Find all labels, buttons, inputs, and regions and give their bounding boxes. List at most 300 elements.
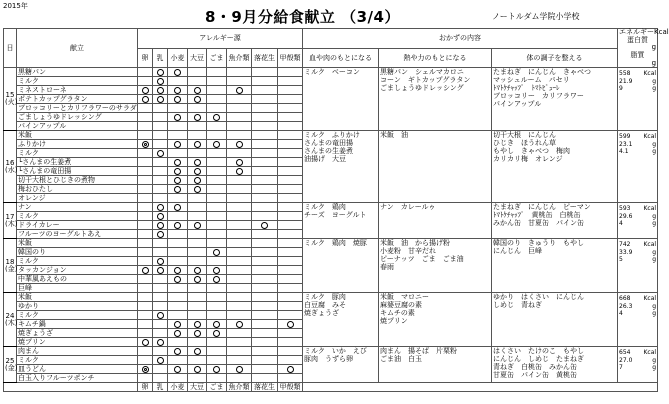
allergen-cell [188, 356, 207, 365]
header-menu: 献立 [17, 29, 138, 68]
allergen-cell [153, 176, 168, 185]
group-header: 血や肉のもとになる [303, 48, 379, 68]
protein-row [619, 141, 656, 148]
allergen-cell [138, 140, 153, 149]
circle-mark [213, 321, 220, 328]
circle-mark [157, 96, 164, 103]
ingredient-line: 焼ぎょうざ [304, 309, 340, 318]
group-header: 体の調子を整える [492, 48, 618, 68]
dish-cell: ポテトカップグラタン [17, 95, 138, 104]
allergen-cell [138, 338, 153, 347]
allergen-cell [168, 275, 188, 284]
allergen-cell [227, 230, 252, 239]
footer-row [4, 383, 658, 392]
circle-mark [194, 87, 201, 94]
allergen-cell [168, 311, 188, 320]
circle-mark [157, 231, 164, 238]
circle-mark [174, 348, 181, 355]
allergen-cell [207, 122, 227, 131]
allergen-cell [138, 275, 153, 284]
allergen-cell [153, 140, 168, 149]
protein-value: 29.6 [619, 212, 633, 220]
allergen-cell [252, 167, 278, 176]
allergen-cell [207, 338, 227, 347]
allergen-cell [153, 329, 168, 338]
allergen-cell [138, 122, 153, 131]
allergen-cell [227, 266, 252, 275]
ingredient-line: 豚肉 うずら卵 [304, 355, 354, 364]
allergen-cell [138, 68, 153, 77]
ingredient-blood [303, 293, 379, 347]
allergen-cell [168, 239, 188, 248]
allergen-cell [227, 248, 252, 257]
allergen-cell [188, 77, 207, 86]
ingredient-body [492, 293, 618, 347]
ingredient-line: 麻婆豆腐の素 [380, 301, 423, 310]
allergen-cell [278, 167, 303, 176]
header-nutrition [618, 28, 669, 68]
ingredient-line: ミルク ベーコン [304, 68, 360, 77]
allergen-cell [207, 77, 227, 86]
ingredient-heat [379, 68, 492, 131]
table-row [4, 203, 658, 212]
allergen-cell [252, 248, 278, 257]
allergen-cell [278, 212, 303, 221]
allergen-header: ごま [207, 48, 227, 68]
dish-cell: タッカンジョン [17, 266, 138, 275]
page-title: 8・9月分給食献立 （3/4） [205, 8, 400, 26]
allergen-cell [278, 131, 303, 140]
circle-mark [142, 339, 149, 346]
allergen-cell [278, 293, 303, 302]
dish-cell: ミルク [17, 311, 138, 320]
ingredient-blood [303, 239, 379, 293]
protein-value: 26.3 [619, 302, 633, 310]
allergen-cell [153, 248, 168, 257]
allergen-cell [168, 194, 188, 203]
allergen-cell [188, 131, 207, 140]
allergen-cell [252, 257, 278, 266]
allergen-cell [153, 203, 168, 212]
allergen-cell [227, 95, 252, 104]
allergen-cell [153, 374, 168, 383]
allergen-cell [153, 320, 168, 329]
circle-mark [174, 114, 181, 121]
allergen-cell [278, 347, 303, 356]
dish-cell: 米飯 [17, 131, 138, 140]
nutrition-cell [618, 347, 658, 383]
circle-mark [213, 114, 220, 121]
allergen-cell [207, 230, 227, 239]
ingredient-line: パインアップル [493, 99, 542, 108]
circle-mark [194, 159, 201, 166]
allergen-cell [138, 365, 153, 374]
circle-mark [174, 222, 181, 229]
allergen-cell [153, 311, 168, 320]
circle-mark [194, 186, 201, 193]
allergen-cell [207, 149, 227, 158]
allergen-cell [252, 320, 278, 329]
allergen-cell [252, 86, 278, 95]
allergen-cell [252, 329, 278, 338]
ingredient-line: 切干大根 にんじん [493, 131, 557, 140]
allergen-cell [207, 176, 227, 185]
allergen-cell [227, 104, 252, 113]
allergen-cell [168, 257, 188, 266]
allergen-cell [153, 95, 168, 104]
ingredient-line: ﾄﾏﾄｹﾁｬｯﾌﾟ ﾄﾏﾄﾋﾟｭｰﾚ [493, 84, 560, 93]
circle-mark [157, 312, 164, 319]
circle-mark [157, 69, 164, 76]
allergen-header: 小麦 [168, 48, 188, 68]
circle-mark [174, 168, 181, 175]
ingredient-line: 焼プリン [380, 316, 408, 325]
allergen-cell [252, 230, 278, 239]
energy-row [619, 295, 656, 302]
dish-cell: ミルク [17, 149, 138, 158]
ingredient-line: コーン ギトカップグラタン [380, 76, 471, 85]
allergen-cell [153, 266, 168, 275]
allergen-cell [168, 293, 188, 302]
ingredient-line: キムチの素 [380, 309, 415, 318]
allergen-cell [188, 113, 207, 122]
allergen-cell [207, 329, 227, 338]
ingredient-blood [303, 131, 379, 203]
dish-cell: 韓国のり [17, 248, 138, 257]
allergen-cell [227, 122, 252, 131]
circle-mark [174, 366, 181, 373]
allergen-cell [227, 176, 252, 185]
allergen-cell [168, 203, 188, 212]
circle-mark [174, 330, 181, 337]
protein-value: 21.9 [619, 77, 633, 85]
dish-cell: ブロッコリーとカリフラワーのサラダ [18, 103, 137, 112]
allergen-cell [207, 203, 227, 212]
allergen-cell [168, 356, 188, 365]
protein-unit: g [652, 248, 657, 256]
allergen-cell [188, 176, 207, 185]
energy-row [619, 133, 656, 140]
ingredient-line: ゆかり はくさい にんじん [493, 293, 585, 302]
allergen-cell [153, 257, 168, 266]
allergen-cell [138, 257, 153, 266]
allergen-cell [153, 365, 168, 374]
allergen-cell [252, 68, 278, 77]
allergen-cell [138, 302, 153, 311]
ingredient-line: ミルク 鶏肉 焼豚 [304, 239, 367, 248]
allergen-cell [138, 266, 153, 275]
allergen-cell [278, 257, 303, 266]
allergen-cell [138, 374, 153, 383]
circle-mark [194, 321, 201, 328]
date-text: 15 [5, 91, 15, 100]
allergen-cell [138, 176, 153, 185]
allergen-cell [278, 104, 303, 113]
allergen-cell [227, 149, 252, 158]
circle-mark [194, 168, 201, 175]
allergen-cell [168, 374, 188, 383]
allergen-cell [138, 131, 153, 140]
allergen-cell [278, 365, 303, 374]
ingredient-heat [379, 347, 492, 383]
circle-mark [174, 267, 181, 274]
allergen-cell [207, 266, 227, 275]
table-row [4, 239, 658, 248]
nutrition-label-line: 脂質 [630, 51, 645, 60]
allergen-cell [252, 338, 278, 347]
allergen-cell [207, 131, 227, 140]
circle-mark [213, 330, 220, 337]
allergen-cell [153, 149, 168, 158]
ingredient-line: 韓国のり きゅうり もやし [493, 239, 585, 248]
allergen-cell [188, 140, 207, 149]
energy-unit: Kcal [643, 349, 657, 357]
allergen-cell [252, 239, 278, 248]
energy-row [619, 205, 656, 212]
circle-mark [174, 321, 181, 328]
allergen-cell [138, 95, 153, 104]
allergen-cell [278, 68, 303, 77]
nutrition-cell [618, 293, 658, 347]
allergen-cell [227, 167, 252, 176]
allergen-cell [278, 194, 303, 203]
dish-cell: ミルク [17, 212, 138, 221]
allergen-cell [188, 347, 207, 356]
fat-row [619, 364, 656, 371]
allergen-cell [252, 293, 278, 302]
ingredient-line: ナン カレールゥ [380, 203, 436, 212]
protein-value: 27.0 [619, 356, 633, 364]
allergen-cell [153, 185, 168, 194]
dish-cell: ふりかけ [17, 140, 138, 149]
ingredient-blood [303, 68, 379, 131]
allergen-cell [153, 194, 168, 203]
allergen-cell [278, 311, 303, 320]
allergen-cell [168, 302, 188, 311]
allergen-cell [227, 68, 252, 77]
allergen-cell [207, 293, 227, 302]
allergen-cell [227, 257, 252, 266]
allergen-cell [168, 140, 188, 149]
allergen-cell [168, 167, 188, 176]
allergen-footer: 小麦 [168, 383, 188, 392]
allergen-cell [227, 275, 252, 284]
allergen-cell [188, 167, 207, 176]
ingredient-line: マッシュルーム パセリ [493, 76, 570, 85]
ingredient-line: さんまの竜田揚 [304, 139, 354, 148]
nutrition-label-line: 蛋白質 [627, 35, 649, 44]
allergen-cell [168, 212, 188, 221]
allergen-cell [153, 104, 168, 113]
allergen-cell [168, 329, 188, 338]
date-text: (木) [5, 318, 18, 327]
allergen-cell [227, 113, 252, 122]
allergen-cell [168, 248, 188, 257]
allergen-cell [252, 176, 278, 185]
allergen-cell [188, 248, 207, 257]
double-circle-mark [142, 141, 149, 148]
allergen-cell [168, 338, 188, 347]
allergen-cell [252, 284, 278, 293]
ingredient-heat [379, 131, 492, 203]
nutrition-cell [618, 68, 658, 131]
table-row [4, 293, 658, 302]
allergen-cell [252, 347, 278, 356]
fat-value: 5 [619, 255, 623, 263]
table-row [4, 347, 658, 356]
allergen-cell [278, 302, 303, 311]
allergen-cell [138, 356, 153, 365]
allergen-header: 甲殻類 [278, 48, 303, 68]
ingredient-line: にんじん しめじ たまねぎ [493, 355, 585, 364]
allergen-cell [138, 320, 153, 329]
ingredient-line: ミルク 鶏肉 [304, 203, 346, 212]
circle-mark [174, 69, 181, 76]
ingredient-line: ピーナッツ ごま ごま油 [380, 255, 464, 264]
ingredient-line: しめじ 青ねぎ [493, 301, 543, 310]
fat-row [619, 256, 656, 263]
energy-unit: Kcal [643, 205, 657, 213]
allergen-cell [153, 284, 168, 293]
header-allergy: アレルギー源 [138, 29, 303, 49]
allergen-cell [188, 158, 207, 167]
protein-row [619, 249, 656, 256]
circle-mark [287, 321, 294, 328]
circle-mark [236, 168, 243, 175]
allergen-cell [278, 149, 303, 158]
allergen-cell [278, 176, 303, 185]
allergen-cell [168, 365, 188, 374]
allergen-cell [138, 86, 153, 95]
allergen-cell [278, 320, 303, 329]
allergen-cell [153, 356, 168, 365]
allergen-cell [153, 239, 168, 248]
fat-unit: g [652, 84, 657, 92]
allergen-cell [227, 221, 252, 230]
allergen-cell [207, 212, 227, 221]
circle-mark [194, 267, 201, 274]
allergen-cell [207, 347, 227, 356]
allergen-cell [138, 113, 153, 122]
protein-row [619, 213, 656, 220]
allergen-cell [207, 302, 227, 311]
allergen-cell [153, 338, 168, 347]
fat-unit: g [652, 255, 657, 263]
circle-mark [236, 366, 243, 373]
date-cell [4, 68, 17, 131]
fat-unit: g [652, 219, 657, 227]
allergen-cell [188, 221, 207, 230]
allergen-cell [227, 347, 252, 356]
allergen-cell [153, 221, 168, 230]
ingredient-line: ブロッコリー カリフラワー [493, 91, 584, 100]
protein-row [619, 303, 656, 310]
allergen-cell [252, 77, 278, 86]
allergen-cell [207, 365, 227, 374]
protein-value: 33.9 [619, 248, 633, 256]
circle-mark [194, 348, 201, 355]
allergen-cell [227, 338, 252, 347]
allergen-cell [207, 275, 227, 284]
dish-cell: フルーツのヨーグルトあえ [17, 230, 138, 239]
circle-mark [174, 276, 181, 283]
allergen-cell [153, 86, 168, 95]
energy-value: 593 [619, 205, 631, 213]
allergen-cell [278, 248, 303, 257]
ingredient-line: ひじき ほうれん草 [493, 139, 557, 148]
allergen-cell [252, 149, 278, 158]
school-name: ノートルダム学院小学校 [492, 12, 580, 21]
dish-cell: 黒糖パン [17, 68, 138, 77]
year-label: 2015年 [3, 2, 28, 10]
allergen-cell [207, 86, 227, 95]
allergen-cell [188, 95, 207, 104]
allergen-cell [188, 374, 207, 383]
ingredient-body [492, 131, 618, 203]
allergen-cell [188, 293, 207, 302]
ingredient-line: ミルク 豚肉 [304, 293, 346, 302]
allergen-cell [188, 212, 207, 221]
allergen-cell [153, 131, 168, 140]
allergen-cell [168, 230, 188, 239]
allergen-cell [207, 248, 227, 257]
allergen-header: 魚介類 [227, 48, 252, 68]
allergen-cell [278, 275, 303, 284]
dish-cell: ミネストローネ [17, 86, 138, 95]
dish-cell: 米飯 [17, 293, 138, 302]
allergen-cell [168, 122, 188, 131]
allergen-cell [252, 356, 278, 365]
allergen-footer: 乳 [153, 383, 168, 392]
allergen-cell [153, 302, 168, 311]
energy-value: 742 [619, 241, 631, 249]
allergen-cell [188, 230, 207, 239]
energy-value: 668 [619, 295, 631, 303]
allergen-cell [207, 158, 227, 167]
header-ingredients: おかずの内容 [303, 29, 618, 49]
energy-unit: Kcal [643, 295, 657, 303]
allergen-cell [227, 356, 252, 365]
fat-row [619, 85, 656, 92]
allergen-cell [252, 365, 278, 374]
allergen-cell [207, 194, 227, 203]
allergen-cell [153, 77, 168, 86]
allergen-cell [188, 239, 207, 248]
ingredient-line: たまねぎ にんじん ピーマン [493, 203, 591, 212]
circle-mark [213, 366, 220, 373]
allergen-cell [227, 185, 252, 194]
date-cell [4, 239, 17, 293]
date-cell [4, 203, 17, 239]
ingredient-line: 米飯 マロニー [380, 293, 430, 302]
protein-value: 23.1 [619, 140, 633, 148]
table-row [4, 131, 658, 140]
allergen-cell [252, 212, 278, 221]
allergen-cell [168, 221, 188, 230]
allergen-cell [207, 356, 227, 365]
allergen-cell [227, 239, 252, 248]
allergen-cell [138, 293, 153, 302]
circle-mark [213, 249, 220, 256]
nutrition-label-line: g [651, 43, 657, 52]
ingredient-line: はくさい たけのこ もやし [493, 347, 585, 356]
circle-mark [213, 276, 220, 283]
allergen-cell [278, 86, 303, 95]
date-text: (金) [5, 264, 18, 273]
allergen-cell [153, 230, 168, 239]
allergen-cell [188, 338, 207, 347]
allergen-cell [252, 122, 278, 131]
